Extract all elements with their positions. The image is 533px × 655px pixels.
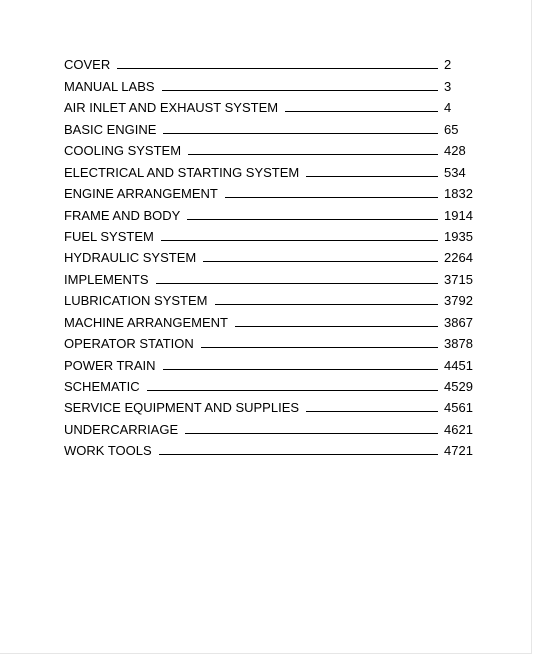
toc-entry[interactable] xyxy=(64,373,484,394)
toc-entry-page-number: 65 xyxy=(444,121,459,137)
toc-entry-page-number: 4 xyxy=(444,100,452,116)
toc-entry[interactable] xyxy=(64,158,484,179)
toc-entry-title: FUEL SYSTEM xyxy=(64,228,154,244)
toc-entry-title: ELECTRICAL AND STARTING SYSTEM xyxy=(64,164,300,180)
toc-leader-line xyxy=(225,197,438,198)
toc-entry-title: SERVICE EQUIPMENT AND SUPPLIES xyxy=(64,400,300,416)
toc-entry[interactable] xyxy=(64,115,484,136)
toc-entry-title: SCHEMATIC xyxy=(64,379,140,394)
toc-entry-page-number: 4529 xyxy=(444,379,473,394)
toc-entry-page-number: 3878 xyxy=(444,336,473,352)
toc-entry-page-number: 428 xyxy=(444,143,466,159)
toc-entry-title: MANUAL LABS xyxy=(64,78,155,94)
toc-entry[interactable] xyxy=(64,330,484,351)
toc-entry[interactable] xyxy=(64,180,484,201)
toc-entry-page-number: 3715 xyxy=(444,271,473,287)
toc-entry-page-number: 534 xyxy=(444,164,466,180)
toc-entry-page-number: 1935 xyxy=(444,228,473,244)
toc-leader-line xyxy=(201,347,438,348)
toc-entry-page-number: 2 xyxy=(444,57,452,73)
toc-entry[interactable] xyxy=(64,308,484,329)
toc-leader-line xyxy=(185,433,438,434)
toc-entry-title: WORK TOOLS xyxy=(64,443,152,459)
toc-leader-line xyxy=(117,68,438,69)
toc-entry[interactable] xyxy=(64,94,484,115)
toc-leader-line xyxy=(159,454,438,455)
toc-leader-line xyxy=(306,411,438,412)
toc-leader-line xyxy=(163,369,439,370)
toc-leader-line xyxy=(306,176,438,177)
toc-entry-page-number: 4561 xyxy=(444,400,473,416)
toc-entry-page-number: 3 xyxy=(444,78,452,94)
toc-entry-title: ENGINE ARRANGEMENT xyxy=(64,186,218,202)
toc-leader-line xyxy=(285,111,438,112)
toc-leader-line xyxy=(163,133,438,134)
toc-entry[interactable] xyxy=(64,287,484,308)
toc-entry[interactable] xyxy=(64,51,484,72)
toc-leader-line xyxy=(162,90,438,91)
toc-leader-line xyxy=(156,283,438,284)
toc-entry[interactable] xyxy=(64,137,484,158)
toc-entry-title: POWER TRAIN xyxy=(64,357,156,373)
toc-entry-title: OPERATOR STATION xyxy=(64,336,194,352)
toc-entry-page-number: 2264 xyxy=(444,250,473,266)
toc-entry[interactable] xyxy=(64,265,484,286)
toc-entry-title: HYDRAULIC SYSTEM xyxy=(64,250,197,266)
toc-entry[interactable] xyxy=(64,201,484,222)
table-of-contents xyxy=(64,51,484,458)
toc-entry[interactable] xyxy=(64,72,484,93)
toc-entry[interactable] xyxy=(64,415,484,436)
toc-entry-title: COOLING SYSTEM xyxy=(64,143,182,159)
toc-leader-line xyxy=(161,240,438,241)
toc-entry-page-number: 1832 xyxy=(444,186,473,202)
toc-entry-page-number: 3867 xyxy=(444,314,473,330)
toc-entry[interactable] xyxy=(64,394,484,415)
toc-entry[interactable] xyxy=(64,223,484,244)
toc-entry-page-number: 1914 xyxy=(444,207,473,223)
toc-entry-title: COVER xyxy=(64,57,111,73)
toc-entry-page-number: 3792 xyxy=(444,293,473,309)
toc-leader-line xyxy=(147,390,438,391)
toc-entry-title: FRAME AND BODY xyxy=(64,207,181,223)
toc-entry-page-number: 4621 xyxy=(444,421,473,437)
toc-entry-page-number: 4451 xyxy=(444,357,473,373)
toc-entry-title: IMPLEMENTS xyxy=(64,271,149,287)
toc-entry-title: MACHINE ARRANGEMENT xyxy=(64,314,228,330)
toc-entry-title: LUBRICATION SYSTEM xyxy=(64,293,208,309)
toc-leader-line xyxy=(203,261,438,262)
toc-entry-title: AIR INLET AND EXHAUST SYSTEM xyxy=(64,100,279,116)
toc-entry[interactable] xyxy=(64,437,484,458)
toc-entry-title: BASIC ENGINE xyxy=(64,121,157,137)
toc-leader-line xyxy=(188,154,438,155)
toc-leader-line xyxy=(187,219,438,220)
toc-leader-line xyxy=(235,326,438,327)
toc-entry[interactable] xyxy=(64,244,484,265)
toc-entry[interactable] xyxy=(64,351,484,372)
toc-leader-line xyxy=(215,304,438,305)
toc-entry-page-number: 4721 xyxy=(444,443,473,459)
toc-entry-title: UNDERCARRIAGE xyxy=(64,421,179,437)
